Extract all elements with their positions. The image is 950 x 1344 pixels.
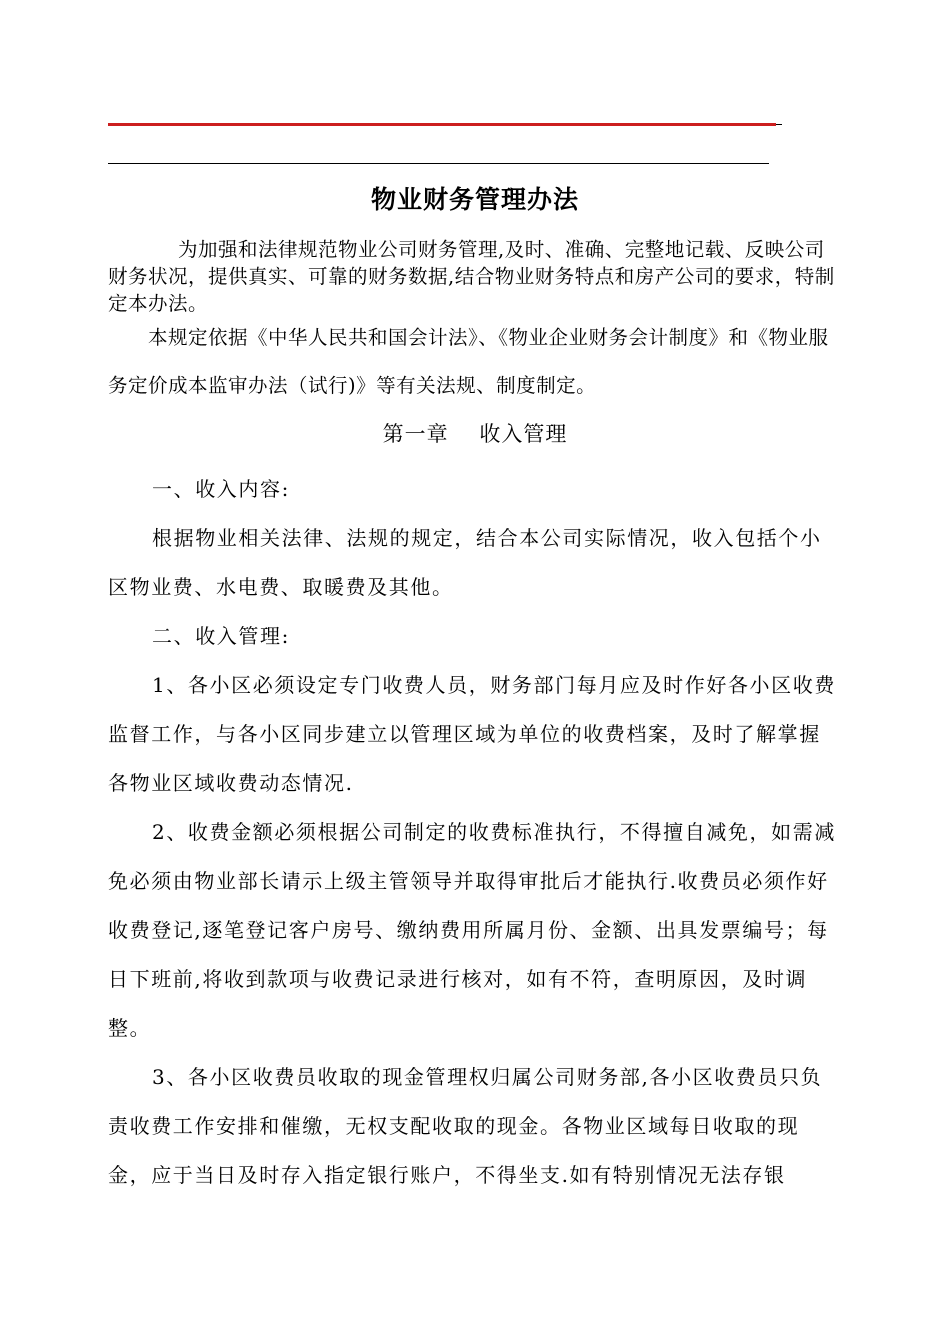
intro-paragraph-purpose: 为加强和法律规范物业公司财务管理,及时、准确、完整地记载、反映公司财务状况，提供真实、可靠的财务数据,结合物业财务特点和房产公司的要求，特制定本办法。 [108, 238, 835, 315]
section-body-income-content: 根据物业相关法律、法规的规定，结合本公司实际情况，收入包括个小区物业费、水电费、取暖费及其他。 [108, 526, 822, 599]
list-item: 2、收费金额必须根据公司制定的收费标准执行，不得擅自减免，如需减免必须由物业部长请示上级主管领导并取得审批后才能执行.收费员必须作好收费登记,逐笔登记客户房号、缴纳费用所属月份、金额、出具发票编号；每日下班前,将收到款项与收费记录进行核对，如有不符，查明原因，及时调整。 [108, 820, 836, 1040]
header-red-rule [108, 123, 776, 126]
list-item: 1、各小区必须设定专门收费人员，财务部门每月应及时作好各小区收费监督工作，与各小区同步建立以管理区域为单位的收费档案，及时了解掌握各物业区域收费动态情况. [108, 673, 836, 795]
chapter-title: 第一章 收入管理 [382, 422, 568, 446]
header-rule-tail [776, 124, 782, 125]
document-title: 物业财务管理办法 [370, 185, 579, 214]
list-item: 3、各小区收费员收取的现金管理权归属公司财务部,各小区收费员只负责收费工作安排和催缴，无权支配收取的现金。各物业区域每日收取的现金，应于当日及时存入指定银行账户，不得坐支.如有特别情况无法存银 [108, 1065, 823, 1187]
section-heading-income-management: 二、收入管理: [152, 624, 290, 648]
header-black-rule [108, 163, 769, 164]
intro-paragraph-basis: 本规定依据《中华人民共和国会计法》、《物业企业财务会计制度》和《物业服务定价成本监审办法（试行)》等有关法规、制度制定。 [108, 326, 829, 397]
section-heading-income-content: 一、收入内容: [152, 477, 290, 501]
